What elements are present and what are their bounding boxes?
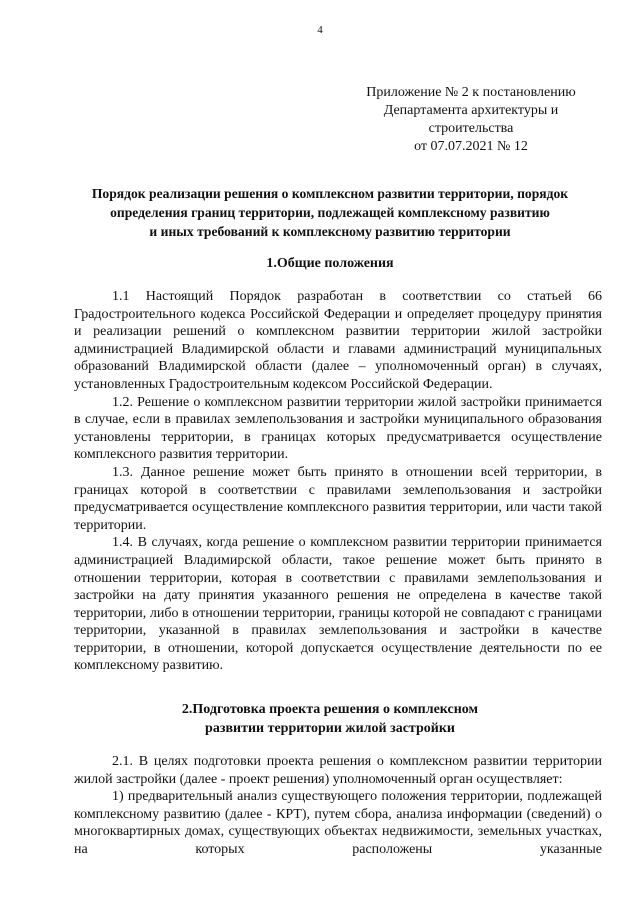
page-number: 4: [317, 24, 323, 36]
paragraph-2-1: 2.1. В целях подготовки проекта решения о комплексном развитии территории жилой застройки (далее - проект решения) уполномоченный орган осуществляет:: [74, 754, 602, 787]
title-line: определения границ территории, подлежащей комплексному развитию: [110, 205, 550, 220]
section-heading-line: развитии территории жилой застройки: [205, 721, 455, 736]
section-2-body: [74, 753, 602, 859]
appendix-line: от 07.07.2021 № 12: [414, 139, 528, 154]
paragraph-1-4: 1.4. В случаях, когда решение о комплексном развитии территории принимается администрацией Владимирской области, такое решение может быть принято в отношении территории, которая в соответствии с правилами землепользования и застройки на дату принятия указанного решения не определена в качестве такой территории, либо в отношении территории, границы которой не совпадают с границами территории, указанной в правилах землепользования и застройки в качестве территории, в отношении, которой допускается осуществление деятельности по ее комплексному развитию.: [74, 535, 602, 674]
paragraph-1-1: 1.1 Настоящий Порядок разработан в соответствии со статьей 66 Градостроительного кодекса Российской Федерации и определяет процедуру принятия и реализации решений о комплексном развитии территории жилой застройки администрацией Владимирской области и главами администраций муниципальных образований Владимирской области (далее – уполномоченный орган) в случаях, установленных Градостроительным кодексом Российской Федерации.: [74, 289, 602, 392]
document-title: [60, 184, 600, 241]
appendix-line: Приложение № 2 к постановлению: [366, 85, 576, 100]
title-line: Порядок реализации решения о комплексном развитии территории, порядок: [91, 186, 569, 201]
paragraph-2-1-item-1: 1) предварительный анализ существующего положения территории, подлежащей комплексному развитию (далее - КРТ), путем сбора, анализа информации (сведений) о многоквартирных домах, существующих объектах недвижимости, земельных участках, на которых расположены указанные: [74, 789, 602, 857]
section-heading-line: 2.Подготовка проекта решения о комплексном: [181, 702, 479, 717]
paragraph-1-2: 1.2. Решение о комплексном развитии территории жилой застройки принимается в случае, если в правилах землепользования и застройки муниципального образования установлены территории, в границах которых предусматривается осуществление комплексного развития территории.: [74, 394, 602, 463]
appendix-line: строительства: [428, 121, 514, 136]
appendix-line: Департамента архитектуры и: [383, 103, 559, 118]
section-1-body: [74, 288, 602, 675]
title-line: и иных требований к комплексному развитию территории: [149, 224, 511, 239]
section-heading-text: 1.Общие положения: [266, 256, 394, 271]
section-2-heading: [0, 700, 640, 738]
section-1-heading: [0, 254, 640, 273]
paragraph-1-3: 1.3. Данное решение может быть принято в отношении всей территории, в границах которой в соответствии с правилами землепользования и застройки предусматривается осуществление комплексного развития территории, или части такой территории.: [74, 464, 602, 533]
appendix-note: [356, 84, 586, 156]
